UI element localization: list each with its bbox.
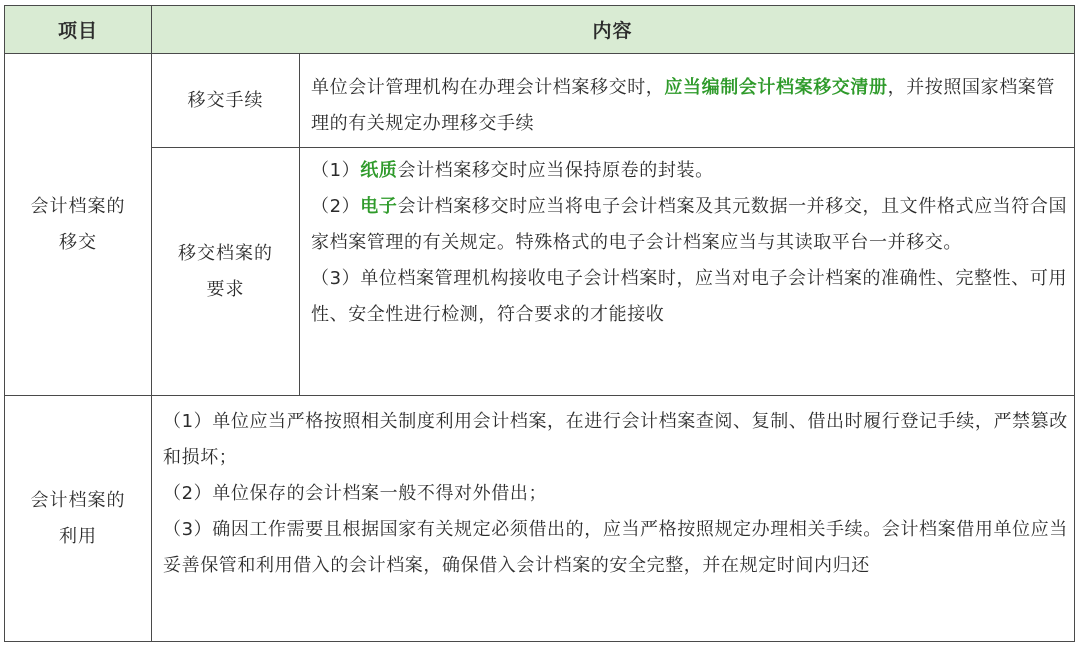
requirement-item-1 xyxy=(311,153,1069,189)
section-transfer-label-line2: 移交 xyxy=(59,231,97,253)
requirement-item-2-rest: 会计档案移交时应当将电子会计档案及其元数据一并移交，且文件格式应当符合国家档案管理的有关规定。特殊格式的电子会计档案应当与其读取平台一并移交。 xyxy=(311,196,1068,253)
requirements-label-line1: 移交档案的 xyxy=(178,242,273,264)
header-item-label: 项目 xyxy=(57,20,98,42)
header-content-label: 内容 xyxy=(592,20,633,42)
requirements-label xyxy=(152,148,299,395)
requirements-text xyxy=(311,153,1069,333)
requirement-item-2-highlight: 电子 xyxy=(360,196,398,217)
requirement-item-3: （3）单位档案管理机构接收电子会计档案时，应当对电子会计档案的准确性、完整性、可用性、安全性进行检测，符合要求的才能接收 xyxy=(311,268,1068,325)
procedure-label xyxy=(152,54,299,147)
requirement-item-1-highlight: 纸质 xyxy=(360,160,398,181)
usage-item-3: （3）确因工作需要且根据国家有关规定必须借出的，应当严格按照规定办理相关手续。会计档案借用单位应当妥善保管和利用借入的会计档案，确保借入会计档案的安全完整，并在规定时间内归还 xyxy=(163,519,1068,576)
usage-item-2: （2）单位保存的会计档案一般不得对外借出； xyxy=(163,483,548,504)
requirement-item-1-prefix: （1） xyxy=(311,160,361,181)
usage-item-1: （1）单位应当严格按照相关制度利用会计档案，在进行会计档案查阅、复制、借出时履行登记手续，严禁篡改和损坏； xyxy=(163,411,1068,468)
header-item xyxy=(5,6,151,53)
section-transfer-label xyxy=(5,54,151,395)
requirement-item-2-prefix: （2） xyxy=(311,196,361,217)
procedure-text-highlight: 应当编制会计档案移交清册 xyxy=(664,77,888,98)
header-content xyxy=(151,6,1074,53)
procedure-text-post: ，并按照国家档案管理的有关规定办理移交手续 xyxy=(311,77,1056,134)
section-usage-label-line1: 会计档案的 xyxy=(30,489,126,511)
divider xyxy=(5,53,1074,54)
section-transfer-label-line1: 会计档案的 xyxy=(30,195,126,217)
requirements-label-line2: 要求 xyxy=(206,278,245,300)
divider xyxy=(5,395,1074,396)
divider xyxy=(299,54,300,395)
content-table xyxy=(4,5,1075,642)
procedure-text xyxy=(311,70,1069,142)
procedure-label-text: 移交手续 xyxy=(187,89,264,111)
requirement-item-1-rest: 会计档案移交时应当保持原卷的封装。 xyxy=(397,160,714,181)
section-usage-label-line2: 利用 xyxy=(59,525,97,547)
divider xyxy=(152,147,1074,148)
requirement-item-2 xyxy=(311,189,1069,261)
usage-text xyxy=(163,404,1069,584)
section-usage-label xyxy=(5,396,151,641)
divider xyxy=(151,6,152,641)
procedure-text-pre: 单位会计管理机构在办理会计档案移交时， xyxy=(311,77,665,98)
